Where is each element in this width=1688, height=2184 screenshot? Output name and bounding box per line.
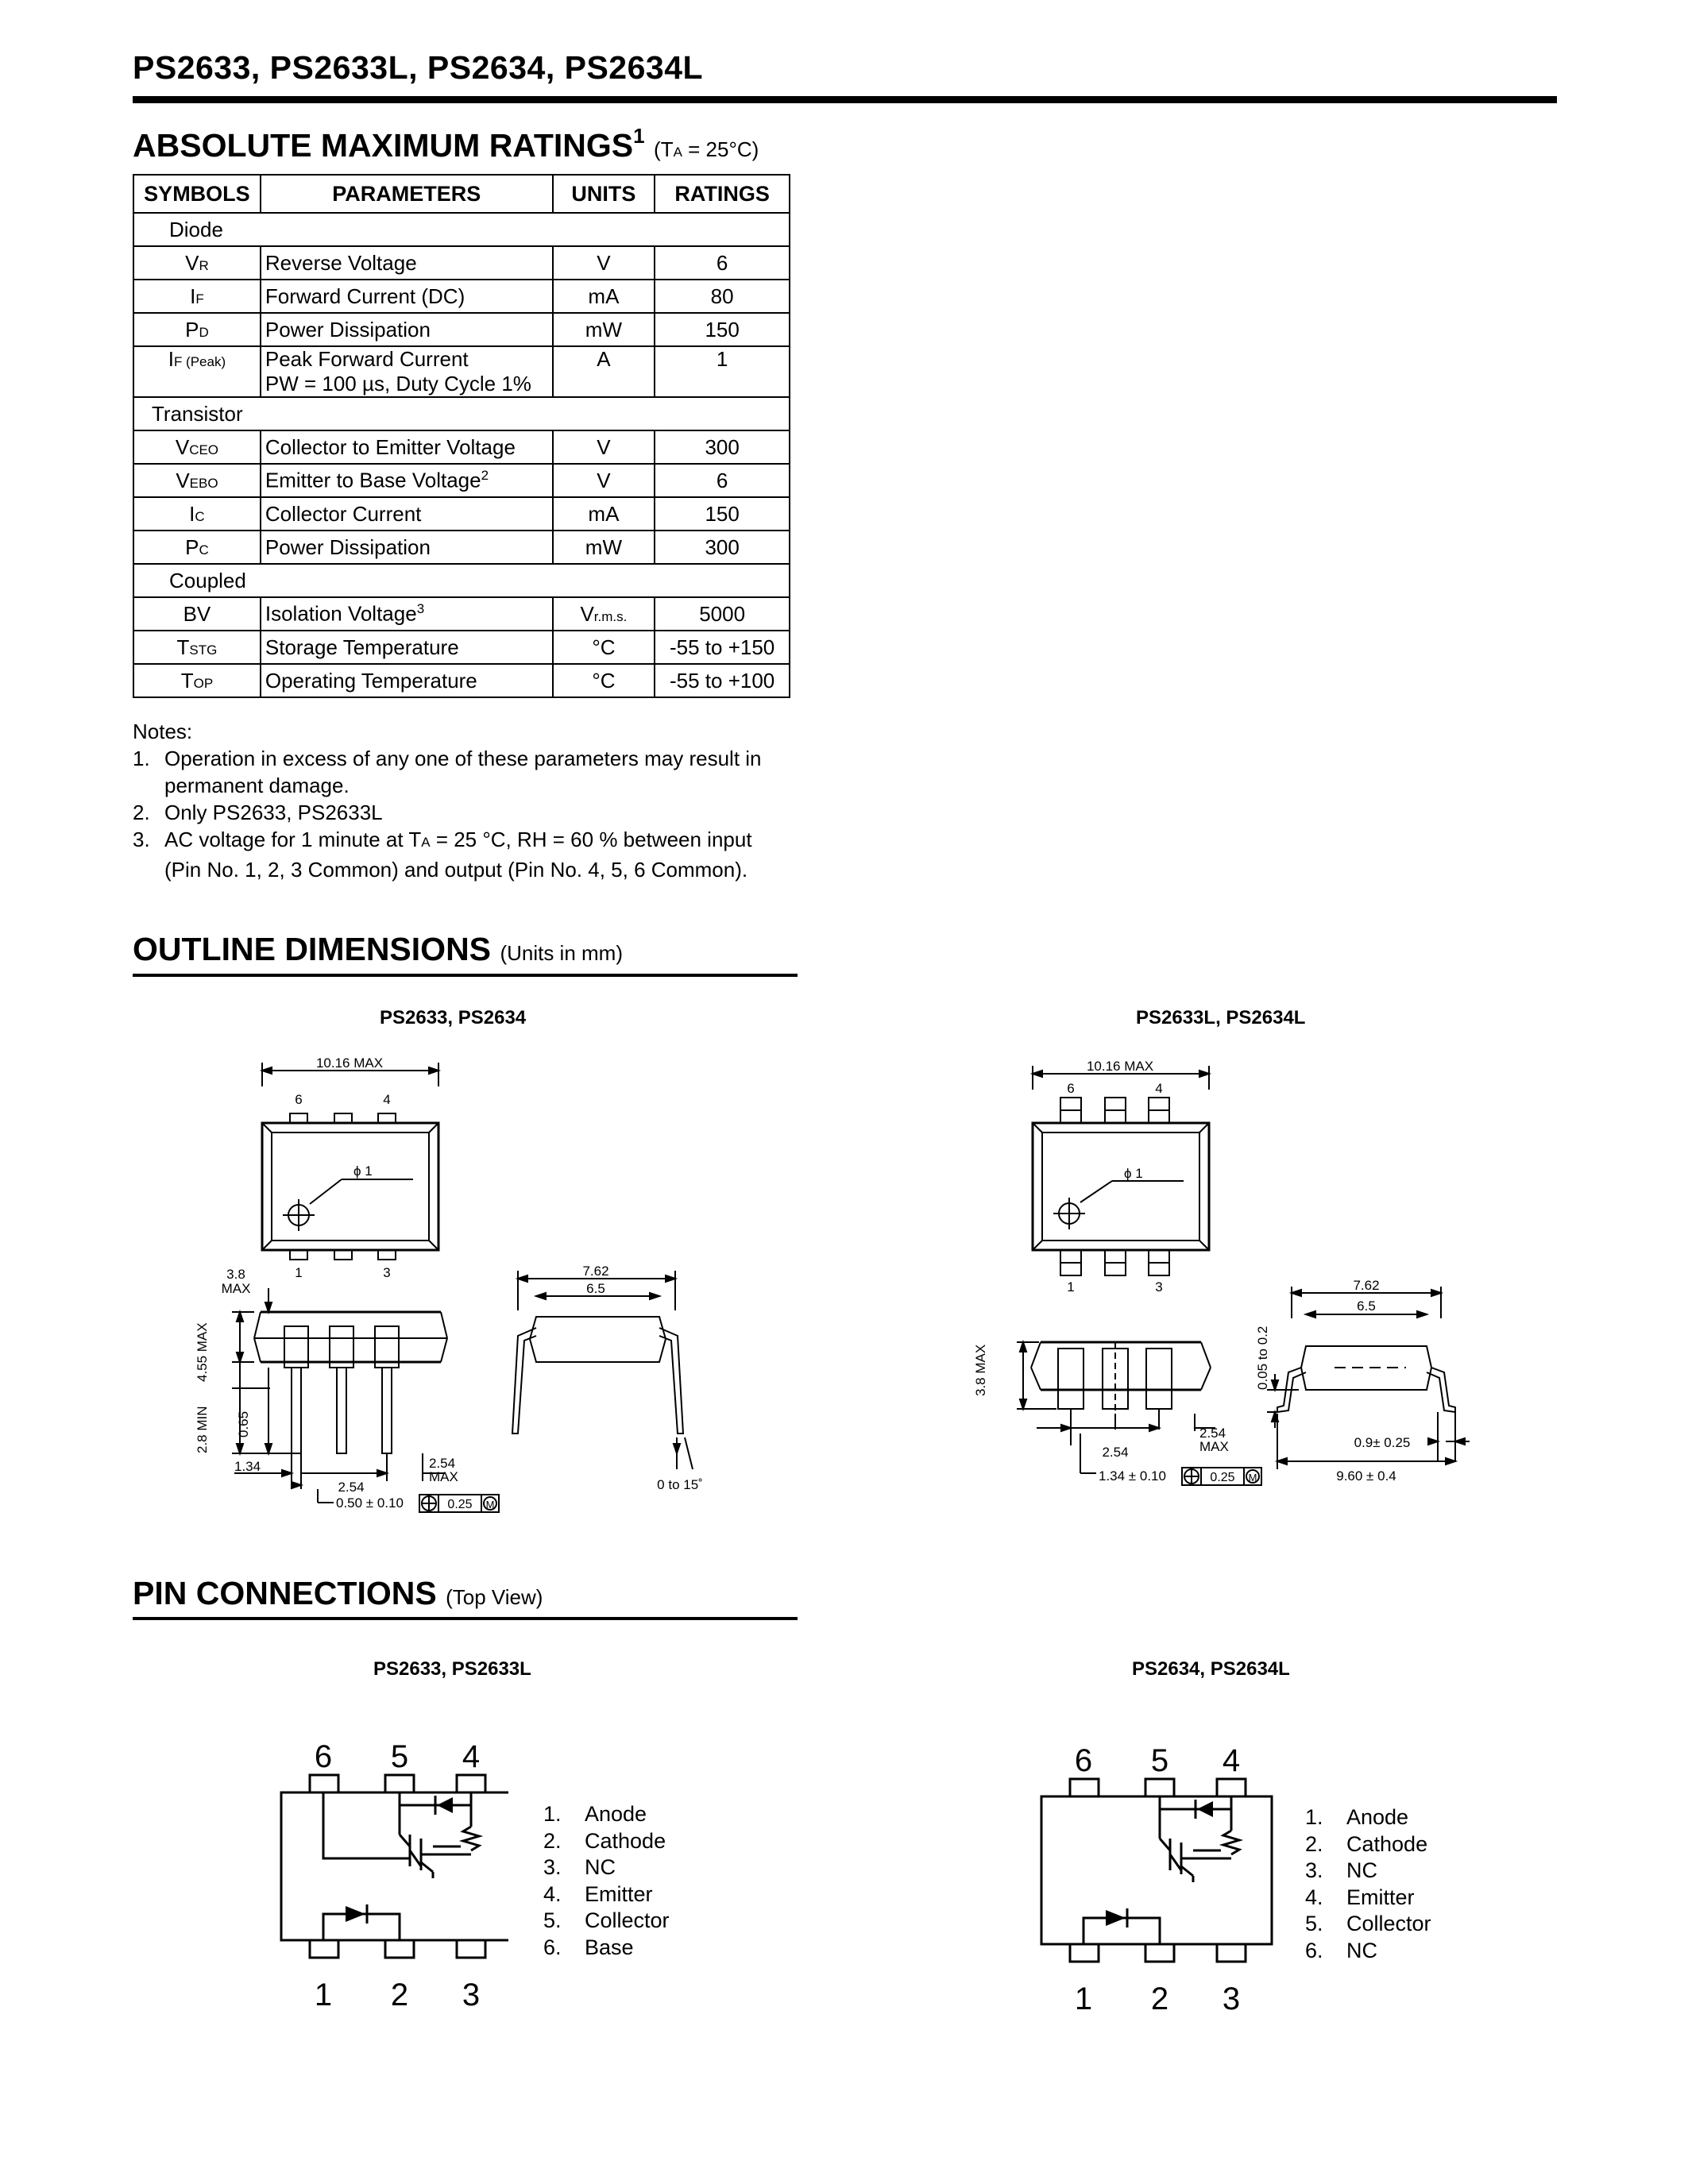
rating-cell: -55 to +150 — [655, 631, 790, 664]
svg-text:1.34: 1.34 — [234, 1459, 261, 1474]
notes — [133, 718, 800, 883]
pin-diagram-right — [1030, 1739, 1284, 2017]
svg-text:9.60 ± 0.4: 9.60 ± 0.4 — [1336, 1468, 1396, 1484]
parameter-cell: Peak Forward Current PW = 100 µs, Duty Cycle 1% — [261, 346, 553, 397]
ratings-title-sup: 1 — [633, 124, 645, 149]
pin-item: 3. NC — [543, 1855, 616, 1879]
svg-text:3: 3 — [1155, 1279, 1163, 1295]
symbol-cell: VEBO — [133, 464, 261, 497]
svg-text:3.8 MAX: 3.8 MAX — [973, 1344, 988, 1396]
pin-item: 2. Cathode — [1305, 1831, 1428, 1856]
symbol-cell: PD — [133, 313, 261, 346]
parameter-cell: Forward Current (DC) — [261, 280, 553, 313]
unit-cell: V — [553, 430, 655, 464]
svg-text:5: 5 — [390, 1739, 409, 1774]
parameter-cell: Reverse Voltage — [261, 246, 553, 280]
unit-cell: V — [553, 464, 655, 497]
svg-text:4: 4 — [383, 1092, 391, 1107]
svg-text:0.25: 0.25 — [447, 1498, 473, 1511]
note-2: 2. Only PS2633, PS2633L — [133, 801, 383, 824]
svg-text:2.54: 2.54 — [1199, 1426, 1226, 1441]
rating-cell: 5000 — [655, 597, 790, 631]
rating-cell: 300 — [655, 430, 790, 464]
symbol-cell: PC — [133, 531, 261, 564]
parameter-cell: Collector to Emitter Voltage — [261, 430, 553, 464]
group-label: Diode — [133, 213, 790, 246]
svg-text:3.8: 3.8 — [226, 1267, 245, 1282]
svg-text:5: 5 — [1150, 1743, 1169, 1778]
svg-text:7.62: 7.62 — [582, 1264, 609, 1279]
pin-item: 4. Emitter — [1305, 1885, 1415, 1909]
parameter-cell: Power Dissipation — [261, 531, 553, 564]
col-symbols: SYMBOLS — [133, 175, 261, 213]
unit-cell: mA — [553, 280, 655, 313]
rating-cell: 6 — [655, 246, 790, 280]
table-row — [133, 346, 790, 397]
pin-item: 5. Collector — [543, 1908, 670, 1932]
svg-text:1: 1 — [314, 1978, 333, 2012]
table-row — [133, 464, 790, 497]
svg-text:0.65: 0.65 — [236, 1410, 251, 1437]
table-row — [133, 280, 790, 313]
svg-text:4: 4 — [462, 1739, 481, 1774]
pin-diagram-left — [270, 1735, 508, 2013]
svg-text:ϕ 1: ϕ 1 — [1124, 1166, 1143, 1181]
unit-cell: V — [553, 246, 655, 280]
pins-rule — [133, 1617, 798, 1620]
svg-text:6: 6 — [1074, 1743, 1093, 1778]
svg-text:0.9± 0.25: 0.9± 0.25 — [1354, 1435, 1411, 1450]
symbol-cell: BV — [133, 597, 261, 631]
svg-text:0.25: 0.25 — [1210, 1471, 1235, 1484]
group-label: Coupled — [133, 564, 790, 597]
table-row — [133, 497, 790, 531]
parameter-cell: Power Dissipation — [261, 313, 553, 346]
outline-rule — [133, 974, 798, 977]
ratings-title-text: ABSOLUTE MAXIMUM RATINGS — [133, 127, 634, 164]
document-title: PS2633, PS2633L, PS2634, PS2634L — [133, 49, 704, 86]
col-units: UNITS — [553, 175, 655, 213]
rating-cell: 150 — [655, 313, 790, 346]
svg-text:MAX: MAX — [1199, 1439, 1229, 1454]
pin-item: 3. NC — [1305, 1858, 1377, 1882]
svg-text:6: 6 — [314, 1739, 333, 1774]
note-3: 3. AC voltage for 1 minute at TA = 25 °C, RH = 60 % between input (Pin No. 1, 2, 3 Common) and output (Pin No. 4, 5, 6 Common). — [133, 828, 752, 882]
pin-item: 1. Anode — [543, 1802, 647, 1826]
ratings-header-row — [133, 175, 790, 213]
svg-text:MAX: MAX — [429, 1469, 458, 1484]
svg-text:4.55 MAX: 4.55 MAX — [195, 1322, 210, 1382]
outline-right-drawing — [961, 1040, 1485, 1517]
pin-item: 4. Emitter — [543, 1881, 653, 1906]
svg-text:2.54: 2.54 — [338, 1480, 365, 1495]
parameter-cell: Emitter to Base Voltage$^2$ — [261, 464, 553, 497]
svg-text:0.50 ± 0.10: 0.50 ± 0.10 — [336, 1495, 404, 1511]
svg-text:MAX: MAX — [221, 1281, 251, 1296]
unit-cell: °C — [553, 631, 655, 664]
group-row — [133, 564, 790, 597]
table-row — [133, 313, 790, 346]
outline-title: OUTLINE DIMENSIONS (Units in mm) — [133, 931, 623, 967]
outline-left-caption: PS2633, PS2634 — [380, 1007, 527, 1028]
svg-text:2.8 MIN: 2.8 MIN — [195, 1406, 210, 1453]
pins-subtitle: (Top View) — [446, 1585, 543, 1609]
svg-text:1: 1 — [1074, 1981, 1093, 2016]
unit-cell: A — [553, 346, 655, 397]
parameter-cell: Storage Temperature — [261, 631, 553, 664]
rating-cell: -55 to +100 — [655, 664, 790, 697]
col-ratings: RATINGS — [655, 175, 790, 213]
unit-cell: mA — [553, 497, 655, 531]
unit-cell: mW — [553, 531, 655, 564]
symbol-cell: IF — [133, 280, 261, 313]
svg-text:0 to 15˚: 0 to 15˚ — [657, 1477, 703, 1492]
left-width-max: 10.16 MAX — [315, 1055, 384, 1071]
svg-text:4: 4 — [1222, 1743, 1241, 1778]
svg-text:6: 6 — [295, 1092, 303, 1107]
table-row — [133, 631, 790, 664]
svg-text:3: 3 — [462, 1978, 481, 2012]
unit-cell: Vr.m.s. — [553, 597, 655, 631]
pin-item: 2. Cathode — [543, 1828, 666, 1853]
rating-cell: 150 — [655, 497, 790, 531]
group-row — [133, 213, 790, 246]
note-1: 1. Operation in excess of any one of these parameters may result in permanent damage. — [133, 747, 762, 797]
pin-list-left — [543, 1801, 670, 1961]
rating-cell: 80 — [655, 280, 790, 313]
pin-item: 5. Collector — [1305, 1912, 1431, 1935]
table-row — [133, 246, 790, 280]
table-row — [133, 531, 790, 564]
svg-text:1: 1 — [1067, 1279, 1075, 1295]
col-parameters: PARAMETERS — [261, 175, 553, 213]
rating-cell: 1 — [655, 346, 790, 397]
pin-item: 6. NC — [1305, 1938, 1377, 1962]
pin-list-right — [1305, 1804, 1431, 1964]
pin-item: 1. Anode — [1305, 1805, 1409, 1829]
unit-cell: °C — [553, 664, 655, 697]
parameter-cell: Isolation Voltage$^3$ — [261, 597, 553, 631]
svg-text:6.5: 6.5 — [1357, 1298, 1376, 1314]
svg-text:3: 3 — [383, 1265, 391, 1280]
svg-text:M: M — [1248, 1472, 1257, 1484]
ratings-condition: (TA = 25°C) — [654, 137, 759, 161]
group-label: Transistor — [133, 397, 790, 430]
ratings-title — [133, 124, 759, 164]
svg-text:10.16 MAX: 10.16 MAX — [1086, 1059, 1154, 1074]
svg-text:M: M — [485, 1499, 495, 1511]
parameter-cell: Collector Current — [261, 497, 553, 531]
svg-text:7.62: 7.62 — [1353, 1278, 1380, 1293]
outline-subtitle: (Units in mm) — [500, 941, 623, 965]
symbol-cell: TSTG — [133, 631, 261, 664]
svg-text:3: 3 — [1222, 1981, 1241, 2016]
svg-text:2.54: 2.54 — [1102, 1445, 1129, 1460]
svg-text:1: 1 — [295, 1265, 303, 1280]
symbol-cell: VCEO — [133, 430, 261, 464]
svg-text:4: 4 — [1155, 1081, 1163, 1096]
svg-text:0.05 to 0.2: 0.05 to 0.2 — [1255, 1325, 1270, 1390]
svg-text:6: 6 — [1067, 1081, 1075, 1096]
rating-cell: 300 — [655, 531, 790, 564]
pins-right-caption: PS2634, PS2634L — [1132, 1658, 1290, 1680]
outline-left-drawing — [191, 1040, 731, 1517]
table-row — [133, 664, 790, 697]
svg-text:2.54: 2.54 — [429, 1456, 456, 1471]
svg-text:2: 2 — [390, 1978, 409, 2012]
ratings-table — [133, 174, 790, 698]
group-row — [133, 397, 790, 430]
outline-right-caption: PS2633L, PS2634L — [1136, 1007, 1306, 1028]
notes-heading: Notes: — [133, 720, 193, 743]
pins-left-caption: PS2633, PS2633L — [373, 1658, 531, 1680]
svg-text:1.34 ± 0.10: 1.34 ± 0.10 — [1099, 1468, 1166, 1484]
header-rule — [133, 96, 1557, 103]
symbol-cell: IC — [133, 497, 261, 531]
pins-title: PIN CONNECTIONS (Top View) — [133, 1575, 543, 1611]
svg-text:6.5: 6.5 — [586, 1281, 605, 1296]
table-row — [133, 597, 790, 631]
symbol-cell: VR — [133, 246, 261, 280]
table-row — [133, 430, 790, 464]
rating-cell: 6 — [655, 464, 790, 497]
parameter-cell: Operating Temperature — [261, 664, 553, 697]
pin-item: 6. Base — [543, 1935, 634, 1959]
symbol-cell: TOP — [133, 664, 261, 697]
svg-text:ϕ 1: ϕ 1 — [353, 1163, 373, 1179]
svg-text:2: 2 — [1150, 1981, 1169, 2016]
symbol-cell: IF (Peak) — [133, 346, 261, 397]
unit-cell: mW — [553, 313, 655, 346]
